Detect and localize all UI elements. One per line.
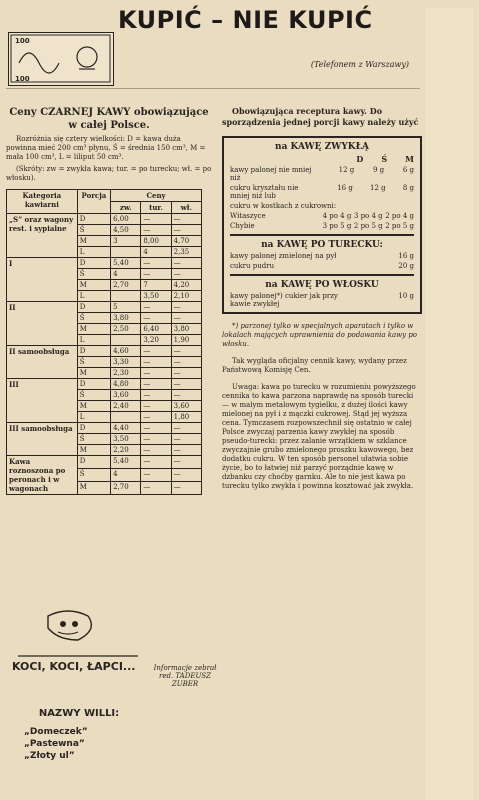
table-row: [7, 346, 202, 357]
price-cell: —: [171, 434, 201, 445]
price-cell: 2,70: [111, 280, 141, 291]
left-paragraph: (Skróty: zw = zwykła kawa; tur. = po turecku; wł. = po włosku).: [6, 165, 212, 182]
size-cell: Ś: [77, 269, 110, 280]
recipe-value: 12 g: [370, 184, 386, 192]
price-cell: 4,70: [171, 236, 201, 247]
recipe-value: 8 g: [402, 184, 414, 192]
dateline: (Telefonem z Warszawy): [310, 60, 409, 69]
size-cell: Ś: [77, 225, 110, 236]
villa-name: „Pastewna”: [24, 739, 85, 749]
price-cell: [111, 412, 141, 423]
recipe-label: cukru pudru: [230, 262, 275, 270]
recipe-box: [222, 136, 422, 314]
price-cell: —: [171, 368, 201, 379]
price-cell: —: [141, 302, 171, 313]
size-cell: M: [77, 401, 110, 412]
price-cell: 5,40: [111, 456, 141, 469]
price-cell: 2,10: [171, 291, 201, 302]
price-cell: —: [171, 390, 201, 401]
price-cell: —: [171, 456, 201, 469]
right-paragraph: Uwaga: kawa po turecku w rozumieniu powyższego cennika to kawa parzona naprawdę na sposób turecki — w malym metalowym tygielku, z dużej ilości kawy mielonej na pył i z mączki cukrowej. Stąd jej wyższa cena. Tymczasem rozpowszechnił się ostatnio w całej Polsce zwyczaj parzenia kawy zwykłej na sposób pseudo-turecki: przez zalanie wrzątkiem w szklance zwyczajnie grubo zmielonego proszku kawowego, bez dodatku cukru. W ten sposób personel ułatwia sobie życie, bo to łatwiej niż parzyć porządnie kawę w dzbanku czy choćby garnku. Ale to nie jest kawa po turecku tylko zwykła i powinna kosztować jak zwykła.: [222, 383, 416, 490]
logo-illustration: [9, 33, 113, 85]
price-cell: —: [141, 379, 171, 390]
cartoon-drawing: [8, 606, 148, 692]
price-cell: —: [171, 302, 201, 313]
price-cell: —: [141, 390, 171, 401]
price-cell: [111, 247, 141, 258]
category-cell: I: [7, 258, 78, 302]
price-cell: 1,80: [171, 412, 201, 423]
price-cell: 1,90: [171, 335, 201, 346]
recipe-row: [230, 292, 414, 308]
right-margin-strip: [425, 8, 473, 800]
recipe-size-header: M: [405, 154, 414, 164]
price-cell: —: [141, 258, 171, 269]
size-cell: Ś: [77, 313, 110, 324]
recipe-row: [230, 252, 414, 260]
left-title: Ceny CZARNEJ KAWY obowiązujące w całej Polsce.: [9, 107, 209, 131]
info-credit: Informacje zebrał red. TADEUSZ ZUBER: [153, 664, 217, 688]
headline: KUPIĆ – NIE KUPIĆ: [118, 6, 373, 34]
size-cell: D: [77, 258, 110, 269]
recipe-value: 2 po 5 g: [353, 222, 383, 230]
price-cell: 4: [141, 247, 171, 258]
recipe-value: 10 g: [398, 292, 414, 300]
price-cell: [111, 291, 141, 302]
left-paragraph: Rozróżnia się cztery wielkości: D = kawa duża powinna mieć 200 cm³ płynu, Ś = średnia 150 cm³, M = mała 100 cm³, L = liliput 50 cm³.: [6, 135, 206, 161]
size-cell: M: [77, 280, 110, 291]
price-cell: —: [171, 482, 201, 495]
size-cell: Ś: [77, 469, 110, 482]
table-header: Ceny: [111, 190, 202, 202]
category-cell: III: [7, 379, 78, 423]
size-cell: Ś: [77, 357, 110, 368]
cartoon-illustration: [8, 606, 148, 692]
cartoon-text: KOCI, KOCI, ŁAPCI...: [12, 660, 136, 673]
price-cell: —: [171, 379, 201, 390]
turk-title: na KAWĘ PO TURECKU:: [261, 240, 383, 250]
size-cell: Ś: [77, 434, 110, 445]
logo-number: 100: [15, 37, 30, 45]
price-cell: —: [141, 346, 171, 357]
price-cell: —: [141, 412, 171, 423]
recipe-value: 3 po 4 g: [353, 212, 383, 220]
villa-name: „Domeczek”: [24, 727, 88, 737]
price-cell: —: [141, 269, 171, 280]
recipe-value: 16 g: [398, 252, 414, 260]
price-cell: 4,40: [111, 423, 141, 434]
wlos-title: na KAWĘ PO WŁOSKU: [265, 280, 379, 290]
size-cell: L: [77, 412, 110, 423]
recipe-label: cukru w kostkach z cukrowni:: [230, 202, 337, 210]
turk-section: [230, 234, 414, 270]
size-cell: M: [77, 482, 110, 495]
price-cell: —: [141, 445, 171, 456]
size-cell: D: [77, 379, 110, 390]
size-cell: L: [77, 247, 110, 258]
recipe-row: [230, 262, 414, 270]
size-cell: L: [77, 335, 110, 346]
price-cell: 4: [111, 269, 141, 280]
recipe-label: kawy palonej zmielonej na pył: [230, 252, 337, 260]
price-cell: 3,80: [171, 324, 201, 335]
table-row: [7, 214, 202, 225]
price-cell: 8,00: [141, 236, 171, 247]
size-cell: M: [77, 445, 110, 456]
price-cell: —: [171, 357, 201, 368]
logo-number: 100: [15, 75, 30, 83]
price-cell: 3,80: [111, 313, 141, 324]
recipe-value: 2 po 5 g: [385, 222, 414, 230]
table-row: [7, 456, 202, 469]
footnote: *) parzonej tylko w specjalnych aparatach i tylko w lokalach mających uprawnienia do podawania kawy po włosku.: [222, 322, 418, 348]
divider-rule: [6, 88, 420, 89]
price-cell: 2,40: [111, 401, 141, 412]
table-header: Porcja: [77, 190, 110, 214]
recipe-row: [230, 202, 414, 210]
price-cell: —: [141, 423, 171, 434]
left-column: [6, 106, 212, 495]
villa-names-title: NAZWY WILLI:: [38, 708, 120, 719]
table-row: [7, 302, 202, 313]
recipe-value: 2 po 4 g: [385, 212, 414, 220]
price-cell: —: [171, 469, 201, 482]
category-cell: „S” oraz wagony rest. i sypialne: [7, 214, 78, 258]
price-cell: —: [141, 434, 171, 445]
price-cell: —: [141, 225, 171, 236]
price-cell: 6,00: [111, 214, 141, 225]
price-cell: 4,60: [111, 346, 141, 357]
recipe-title: na KAWĘ ZWYKŁĄ: [275, 142, 369, 152]
price-cell: 4,50: [111, 225, 141, 236]
recipe-value: 12 g: [338, 166, 355, 174]
price-cell: —: [171, 346, 201, 357]
price-cell: 3,20: [141, 335, 171, 346]
table-row: [7, 379, 202, 390]
category-cell: Kawa roznoszona po peronach i w wagonach: [7, 456, 78, 495]
right-intro: Obowiązująca receptura kawy. Do sporządzenia jednej porcji kawy należy użyć: [222, 106, 419, 127]
table-header: zw.: [111, 202, 141, 214]
category-cell: III samoobsługa: [7, 423, 78, 456]
price-cell: 3,60: [111, 390, 141, 401]
price-cell: —: [171, 258, 201, 269]
price-cell: 5: [111, 302, 141, 313]
price-cell: 2,70: [111, 482, 141, 495]
villa-names: [24, 708, 134, 762]
table-header: wł.: [171, 202, 201, 214]
recipe-row: [230, 184, 414, 200]
price-cell: —: [171, 423, 201, 434]
price-cell: 2,20: [111, 445, 141, 456]
villa-name: „Złoty ul”: [24, 751, 75, 761]
table-row: [7, 423, 202, 434]
recipe-value: 16 g: [337, 184, 353, 192]
price-cell: —: [141, 482, 171, 495]
price-cell: —: [171, 269, 201, 280]
recipe-label: kawy palonej*) cukier jak przy kawie zwykłej: [230, 292, 338, 308]
table-row: [7, 258, 202, 269]
villa-names-list: [24, 726, 134, 762]
size-cell: D: [77, 302, 110, 313]
size-cell: D: [77, 423, 110, 434]
size-cell: D: [77, 214, 110, 225]
price-cell: —: [141, 401, 171, 412]
price-cell: 6,40: [141, 324, 171, 335]
category-cell: II samoobsługa: [7, 346, 78, 379]
recipe-row: [230, 166, 414, 182]
recipe-label: Witaszyce: [230, 212, 266, 220]
recipe-value: 6 g: [402, 166, 414, 174]
size-cell: M: [77, 236, 110, 247]
size-cell: Ś: [77, 390, 110, 401]
recipe-value: 9 g: [372, 166, 385, 174]
price-cell: 2,30: [111, 368, 141, 379]
right-paragraph: Tak wygląda oficjalny cennik kawy, wydany przez Państwową Komisję Cen.: [222, 357, 407, 374]
wlos-section: [230, 274, 414, 308]
price-cell: 3,60: [171, 401, 201, 412]
price-cell: —: [141, 456, 171, 469]
recipe-row: [230, 212, 414, 220]
price-cell: 2,35: [171, 247, 201, 258]
right-column: [222, 106, 422, 491]
size-cell: L: [77, 291, 110, 302]
recipe-label: Chybie: [230, 222, 255, 230]
recipe-label: kawy palonej nie mniej niż: [230, 166, 312, 182]
size-cell: D: [77, 456, 110, 469]
table-header: tur.: [141, 202, 171, 214]
recipe-row: [230, 222, 414, 230]
logo: [8, 32, 114, 86]
category-cell: II: [7, 302, 78, 346]
price-cell: —: [171, 214, 201, 225]
size-cell: M: [77, 368, 110, 379]
price-cell: 4,20: [171, 280, 201, 291]
size-cell: M: [77, 324, 110, 335]
recipe-label: cukru kryształu nie mniej niż lub: [230, 184, 299, 200]
price-cell: —: [171, 313, 201, 324]
price-cell: 3,50: [141, 291, 171, 302]
price-cell: —: [141, 357, 171, 368]
recipe-value: 20 g: [398, 262, 414, 270]
recipe-size-header: Ś: [381, 154, 388, 164]
price-cell: 7: [141, 280, 171, 291]
price-cell: 5,40: [111, 258, 141, 269]
recipe-value: 4 po 4 g: [322, 212, 352, 220]
price-cell: 3: [111, 236, 141, 247]
price-cell: —: [141, 469, 171, 482]
price-cell: 3,30: [111, 357, 141, 368]
table-header: Kategoria kawiarni: [7, 190, 78, 214]
price-cell: —: [171, 445, 201, 456]
price-cell: —: [141, 214, 171, 225]
price-cell: [111, 335, 141, 346]
price-cell: 3,50: [111, 434, 141, 445]
price-cell: 2,50: [111, 324, 141, 335]
recipe-size-headers: [230, 154, 414, 164]
price-cell: 4: [111, 469, 141, 482]
price-cell: —: [141, 313, 171, 324]
recipe-size-header: D: [356, 154, 364, 164]
recipe-value: 3 po 5 g: [322, 222, 352, 230]
size-cell: D: [77, 346, 110, 357]
price-cell: 4,80: [111, 379, 141, 390]
price-cell: —: [171, 225, 201, 236]
price-table: [6, 189, 202, 495]
price-cell: —: [141, 368, 171, 379]
